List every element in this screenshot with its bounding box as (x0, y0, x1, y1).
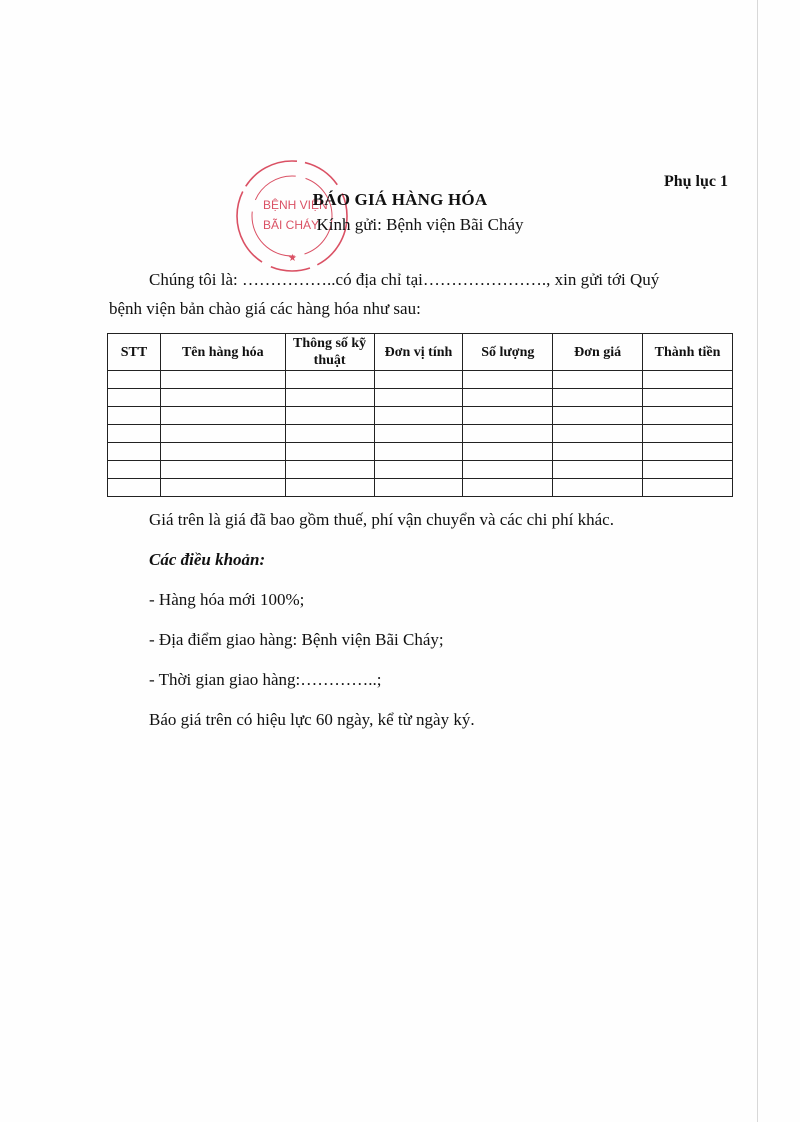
table-cell (463, 443, 553, 461)
col-header-item-name: Tên hàng hóa (160, 334, 285, 371)
table-cell (285, 407, 374, 425)
stamp-text-1: BỆNH VIỆN (263, 198, 328, 212)
table-cell (463, 389, 553, 407)
table-cell (374, 371, 463, 389)
terms-heading: Các điều khoản: (149, 550, 266, 569)
document-title: BÁO GIÁ HÀNG HÓA (312, 190, 488, 209)
table-cell (285, 479, 374, 497)
col-header-quantity: Số lượng (463, 334, 553, 371)
col-header-stt: STT (108, 334, 161, 371)
table-cell (108, 425, 161, 443)
table-cell (643, 407, 733, 425)
table-row (108, 461, 733, 479)
table-cell (643, 389, 733, 407)
svg-text:★: ★ (288, 253, 297, 264)
table-cell (108, 371, 161, 389)
table-cell (374, 407, 463, 425)
table-row (108, 389, 733, 407)
table-cell (108, 479, 161, 497)
table-cell (374, 479, 463, 497)
table-cell (108, 461, 161, 479)
table-cell (553, 371, 643, 389)
scan-edge-line (757, 0, 758, 1122)
intro-line-2: bệnh viện bản chào giá các hàng hóa như sau: (109, 299, 421, 318)
col-header-specs: Thông số kỹ thuật (285, 334, 374, 371)
stamp-text-2: BÃI CHÁY (263, 218, 320, 232)
intro-line-1 (149, 270, 729, 290)
table-cell (108, 407, 161, 425)
table-row (108, 479, 733, 497)
table-cell (553, 425, 643, 443)
table-cell (160, 407, 285, 425)
table-cell (553, 407, 643, 425)
table-cell (160, 461, 285, 479)
table-cell (160, 443, 285, 461)
table-cell (160, 371, 285, 389)
table-cell (553, 443, 643, 461)
quotation-table (107, 333, 733, 497)
table-cell (553, 479, 643, 497)
table-cell (553, 389, 643, 407)
table-row (108, 407, 733, 425)
validity-note: Báo giá trên có hiệu lực 60 ngày, kể từ ngày ký. (149, 710, 475, 729)
table-cell (374, 389, 463, 407)
term-delivery-location: - Địa điểm giao hàng: Bệnh viện Bãi Cháy; (149, 630, 444, 649)
table-cell (463, 461, 553, 479)
table-cell (643, 479, 733, 497)
table-cell (643, 425, 733, 443)
col-header-unit: Đơn vị tính (374, 334, 463, 371)
table-cell (643, 461, 733, 479)
table-cell (463, 371, 553, 389)
intro-line-1-text: Chúng tôi là: ……………..có địa chỉ tại…………………., xin gửi tới Quý (149, 270, 660, 289)
col-header-total: Thành tiền (643, 334, 733, 371)
table-cell (285, 389, 374, 407)
table-cell (643, 371, 733, 389)
table-cell (374, 443, 463, 461)
table-cell (160, 425, 285, 443)
recipient-line: Kính gửi: Bệnh viện Bãi Cháy (316, 215, 524, 234)
table-cell (285, 443, 374, 461)
table-cell (553, 461, 643, 479)
table-cell (160, 479, 285, 497)
table-cell (374, 425, 463, 443)
table-cell (285, 371, 374, 389)
table-cell (463, 425, 553, 443)
table-cell (374, 461, 463, 479)
table-body (108, 371, 733, 497)
price-note: Giá trên là giá đã bao gồm thuế, phí vận chuyển và các chi phí khác. (149, 510, 614, 529)
table-cell (285, 425, 374, 443)
table-row (108, 371, 733, 389)
table-cell (285, 461, 374, 479)
appendix-label: Phụ lục 1 (663, 173, 728, 190)
table-cell (463, 479, 553, 497)
col-header-unit-price: Đơn giá (553, 334, 643, 371)
table-cell (108, 443, 161, 461)
table-cell (108, 389, 161, 407)
term-delivery-time: - Thời gian giao hàng:…………..; (149, 670, 382, 689)
table-row (108, 425, 733, 443)
table-cell (160, 389, 285, 407)
table-cell (463, 407, 553, 425)
term-new-goods: - Hàng hóa mới 100%; (149, 590, 305, 609)
table-cell (643, 443, 733, 461)
table-header-row (108, 334, 733, 371)
table-row (108, 443, 733, 461)
